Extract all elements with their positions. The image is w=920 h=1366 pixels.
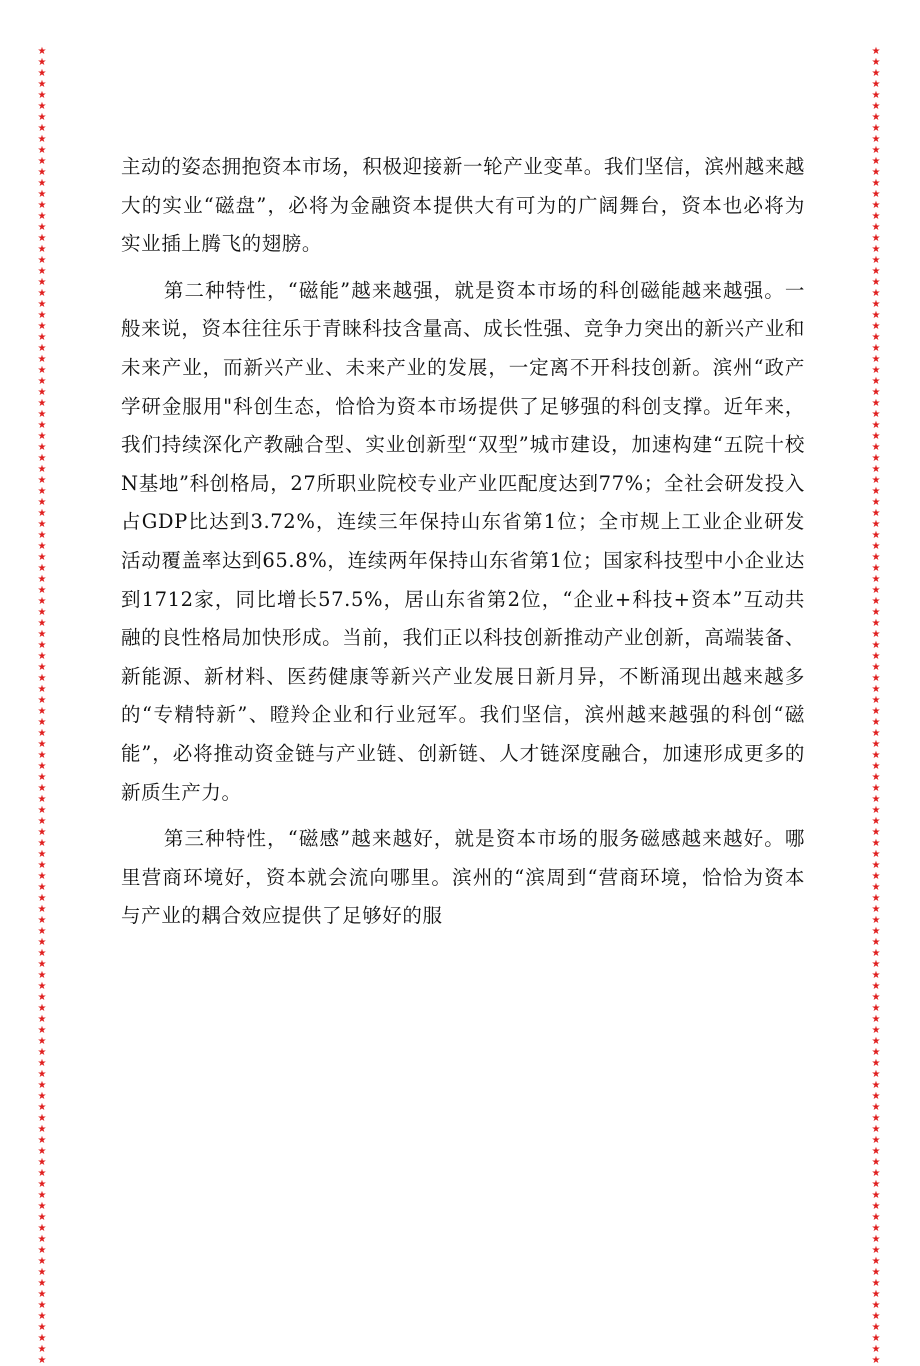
paragraph-2: 第二种特性，“磁能”越来越强，就是资本市场的科创磁能越来越强。一般来说，资本往往乐于青睐科技含量高、成长性强、竞争力突出的新兴产业和未来产业，而新兴产业、未来产业的发展，一定离不开科技创新。滨州“政产学研金服用"科创生态，恰恰为资本市场提供了足够强的科创支撑。近年来，我们持续深化产教融合型、实业创新型“双型”城市建设，加速构建“五院十校N基地”科创格局，27所职业院校专业产业匹配度达到77%；全社会研发投入占GDP比达到3.72%，连续三年保持山东省第1位；全市规上工业企业研发活动覆盖率达到65.8%，连续两年保持山东省第1位；国家科技型中小企业达到1712家，同比增长57.5%，居山东省第2位，“企业+科技+资本”互动共融的良性格局加快形成。当前，我们正以科技创新推动产业创新，高端装备、新能源、新材料、医药健康等新兴产业发展日新月异，不断涌现出越来越多的“专精特新”、瞪羚企业和行业冠军。我们坚信，滨州越来越强的科创“磁能”，必将推动资金链与产业链、创新链、人才链深度融合，加速形成更多的新质生产力。 bbox=[121, 278, 805, 804]
document-body bbox=[121, 148, 805, 944]
right-star-border: ★★★★★★★★★★★★★★★★★★★★★★★★★★★★★★★★★★★★★★★★★★★★★★★★★★★★★★★★★★★★★★★★★★★★★★★★★★★★★★★★★★★★★★★★★★★★★★★★★★★★★★★★★★★★★★★★★★★★★★★★ bbox=[871, 46, 881, 1366]
paragraph-3: 第三种特性，“磁感”越来越好，就是资本市场的服务磁感越来越好。哪里营商环境好，资本就会流向哪里。滨州的“滨周到“营商环境，恰恰为资本与产业的耦合效应提供了足够好的服 bbox=[121, 827, 805, 928]
left-star-border: ★★★★★★★★★★★★★★★★★★★★★★★★★★★★★★★★★★★★★★★★★★★★★★★★★★★★★★★★★★★★★★★★★★★★★★★★★★★★★★★★★★★★★★★★★★★★★★★★★★★★★★★★★★★★★★★★★★★★★★★★ bbox=[37, 46, 47, 1366]
paragraph-1: 主动的姿态拥抱资本市场，积极迎接新一轮产业变革。我们坚信，滨州越来越大的实业“磁盘”，必将为金融资本提供大有可为的广阔舞台，资本也必将为实业插上腾飞的翅膀。 bbox=[121, 155, 805, 256]
